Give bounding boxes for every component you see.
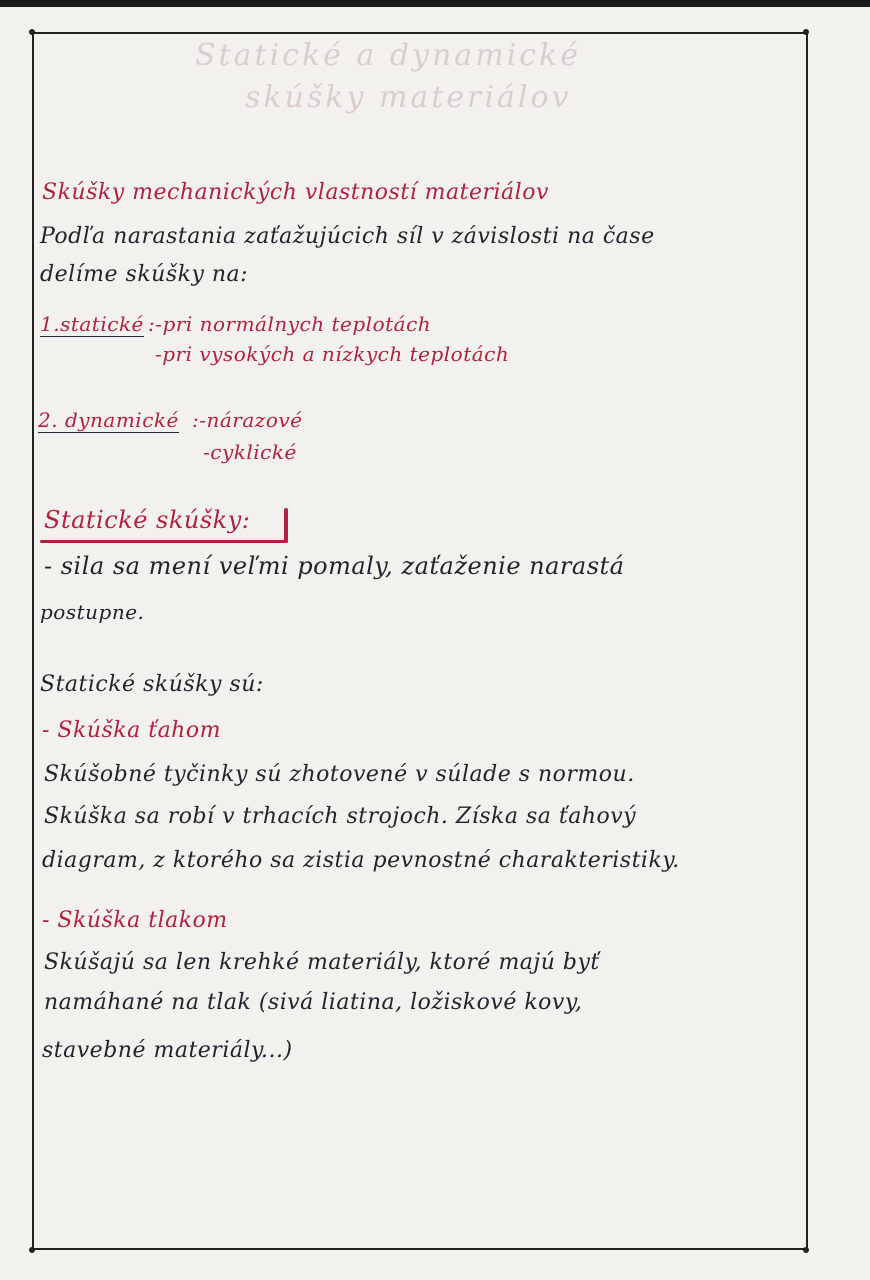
- static-category-item: -pri vysokých a nízkych teplotách: [155, 342, 510, 366]
- scan-top-edge: [0, 0, 870, 7]
- pressure-test-text-line: namáhané na tlak (sivá liatina, ložiskové kovy,: [44, 990, 583, 1015]
- frame-corner-dot: [803, 1247, 809, 1253]
- static-tests-list-intro: Statické skúšky sú:: [40, 672, 264, 697]
- intro-text-line2: delíme skúšky na:: [40, 262, 249, 287]
- tension-test-text-line: diagram, z ktorého sa zistia pevnostné charakteristiky.: [42, 848, 680, 873]
- pressure-test-heading: - Skúška tlakom: [42, 908, 228, 933]
- page-title-line2: skúšky materiálov: [245, 80, 572, 115]
- frame-corner-dot: [29, 29, 35, 35]
- intro-heading: Skúšky mechanických vlastností materiálov: [42, 180, 549, 205]
- tension-test-text-line: Skúška sa robí v trhacích strojoch. Získa sa ťahový: [44, 804, 637, 829]
- page-title-line1: Statické a dynamické: [195, 38, 581, 73]
- pressure-test-text-line: stavebné materiály...): [42, 1038, 293, 1063]
- tension-test-heading: - Skúška ťahom: [42, 718, 221, 743]
- dynamic-category-item: -cyklické: [203, 440, 297, 464]
- frame-corner-dot: [29, 1247, 35, 1253]
- pressure-test-text-line: Skúšajú sa len krehké materiály, ktoré majú byť: [44, 950, 600, 975]
- notebook-page-frame: [32, 32, 808, 1250]
- dynamic-category-label: 2. dynamické: [38, 408, 179, 432]
- tension-test-text-line: Skúšobné tyčinky sú zhotovené v súlade s normou.: [44, 762, 635, 787]
- dynamic-category-item: :-nárazové: [192, 408, 303, 432]
- static-category-label: 1.statické: [40, 312, 144, 336]
- static-tests-text-line2: postupne.: [40, 600, 145, 624]
- static-tests-text-line1: - sila sa mení veľmi pomaly, zaťaženie narastá: [44, 552, 625, 580]
- heading-underline: [40, 540, 288, 543]
- heading-marker: [284, 508, 288, 542]
- intro-text-line1: Podľa narastania zaťažujúcich síl v závislosti na čase: [40, 224, 655, 249]
- static-tests-heading: Statické skúšky:: [44, 506, 251, 534]
- static-category-item: :-pri normálnych teplotách: [148, 312, 432, 336]
- frame-corner-dot: [803, 29, 809, 35]
